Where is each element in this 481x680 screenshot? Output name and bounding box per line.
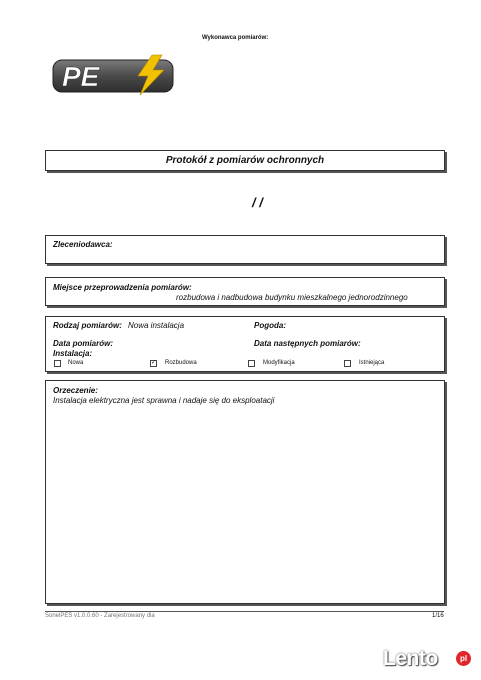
footer-rule xyxy=(45,611,444,612)
client-box xyxy=(45,235,445,264)
type-label: Rodzaj pomiarów: xyxy=(53,321,122,330)
client-label: Zleceniodawca: xyxy=(53,240,113,249)
option-label-istniejaca: Istniejąca xyxy=(359,360,385,366)
verdict-label: Orzeczenie: xyxy=(53,386,98,395)
place-value: rozbudowa i nadbudowa budynku mieszkalnego jednorodzinnego xyxy=(176,293,408,302)
installation-label: Instalacja: xyxy=(53,349,93,358)
option-label-modyfikacja: Modyfikacja xyxy=(263,360,295,366)
page-title: Protokół z pomiarów ochronnych xyxy=(165,155,325,166)
protocol-number: / / xyxy=(252,195,263,210)
type-value: Nowa instalacja xyxy=(128,321,185,330)
checkbox-modyfikacja[interactable] xyxy=(248,360,255,367)
checkbox-istniejaca[interactable] xyxy=(344,360,351,367)
lento-watermark xyxy=(383,645,475,675)
logo-letters: PE xyxy=(62,61,100,92)
option-label-rozbudowa: Rozbudowa xyxy=(165,360,197,366)
place-box xyxy=(45,277,445,306)
next-date-label: Data następnych pomiarów: xyxy=(254,339,361,348)
watermark-text: Lento xyxy=(383,647,438,670)
footer-software: SonelPES v1.0.0.60 - Zarejestrowany dla xyxy=(45,613,155,619)
pes-logo xyxy=(52,54,176,96)
title-box xyxy=(45,150,445,171)
place-label: Miejsce przeprowadzenia pomiarów: xyxy=(53,283,192,292)
weather-label: Pogoda: xyxy=(254,321,286,330)
date-label: Data pomiarów: xyxy=(53,339,114,348)
checkbox-rozbudowa[interactable]: ✓ xyxy=(151,360,157,366)
verdict-text: Instalacja elektryczna jest sprawna i nadaje się do eksploatacji xyxy=(53,396,275,405)
verdict-box xyxy=(45,380,445,604)
option-label-nowa: Nowa xyxy=(68,360,84,366)
footer-page: 1/16 xyxy=(432,613,444,619)
watermark-badge: pl xyxy=(456,651,471,666)
contractor-label: Wykonawca pomiarów: xyxy=(202,35,269,41)
measurement-box xyxy=(45,316,445,372)
checkbox-nowa[interactable] xyxy=(54,360,61,367)
